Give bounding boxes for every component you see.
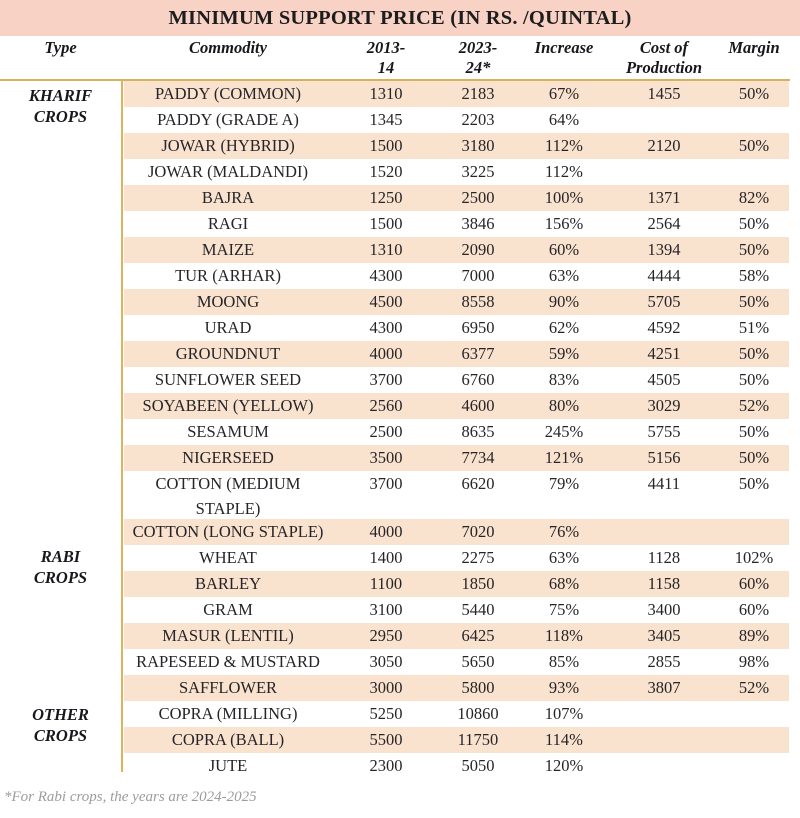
cell-y2023: 6950 [461,318,495,337]
table-row [0,649,800,675]
group-label-other-line1: OTHER [32,705,89,724]
cell-y2013: 2500 [369,422,403,441]
table-row [0,367,800,393]
cell-margin: 50% [738,370,770,389]
cell-commodity: MAIZE [201,240,255,259]
cell-y2023: 6425 [461,626,495,645]
cell-y2023: 2203 [461,110,495,129]
cell-commodity: MASUR (LENTIL) [162,626,294,645]
cell-commodity: JUTE [208,756,248,775]
cell-increase: 79% [548,474,580,493]
cell-increase: 121% [544,448,584,467]
column-header-year-2023-line1: 2023- [458,38,498,57]
cell-increase: 83% [548,370,580,389]
column-header-year-2013-line2: 14 [377,58,395,77]
cell-margin: 102% [734,548,774,567]
cell-increase: 107% [544,704,584,723]
cell-commodity: COTTON (LONG STAPLE) [132,522,324,541]
cell-y2013: 3500 [369,448,403,467]
cell-increase: 64% [548,110,580,129]
cell-commodity: JOWAR (MALDANDI) [148,162,308,181]
column-header-year-2013 [342,38,430,78]
cell-increase: 156% [544,214,584,233]
cell-margin: 89% [738,626,770,645]
cell-commodity: COPRA (MILLING) [158,704,298,723]
cell-commodity: PADDY (GRADE A) [157,110,299,129]
group-label-rabi-line2: CROPS [33,568,88,587]
cell-cost: 3405 [647,626,681,645]
table-row [0,419,800,445]
cell-margin: 50% [738,344,770,363]
cell-cost: 1455 [647,84,681,103]
column-header-cost [608,38,720,78]
cell-cost: 4444 [647,266,681,285]
cell-commodity: COPRA (BALL) [171,730,285,749]
cell-y2013: 4300 [369,266,403,285]
table-row [0,471,800,519]
cell-y2023: 7000 [461,266,495,285]
cell-margin: 60% [738,600,770,619]
cell-y2013: 2950 [369,626,403,645]
cell-commodity: RAGI [207,214,249,233]
cell-margin: 52% [738,396,770,415]
cell-commodity: MOONG [196,292,260,311]
cell-commodity: TUR (ARHAR) [175,266,281,285]
table-row [0,237,800,263]
cell-y2023: 2090 [461,240,495,259]
cell-cost: 5705 [647,292,681,311]
group-label-kharif-line2: CROPS [33,107,88,126]
cell-commodity: SESAMUM [187,422,269,441]
table-row [0,753,800,779]
table-row [0,571,800,597]
cell-cost: 3400 [647,600,681,619]
cell-increase: 118% [545,626,583,645]
cell-y2013: 1310 [369,84,403,103]
cell-y2013: 3700 [369,474,403,493]
cell-commodity: JOWAR (HYBRID) [161,136,295,155]
cell-commodity: SOYABEEN (YELLOW) [142,396,314,415]
cell-commodity: BARLEY [195,574,261,593]
column-header-row [0,36,800,80]
cell-cost: 1128 [647,548,681,567]
cell-commodity: PADDY (COMMON) [155,84,301,103]
cell-cost: 3807 [647,678,681,697]
cell-margin: 50% [738,84,770,103]
column-header-year-2023 [434,38,522,78]
cell-y2023: 1850 [461,574,495,593]
table-row [0,107,800,133]
cell-increase: 59% [548,344,580,363]
cell-y2023: 5650 [461,652,495,671]
cell-margin: 50% [738,292,770,311]
table-row [0,315,800,341]
cell-y2023: 6377 [461,344,495,363]
cell-y2013: 1345 [369,110,403,129]
cell-cost: 2120 [647,136,681,155]
cell-increase: 100% [544,188,584,207]
cell-margin: 50% [738,448,770,467]
table-row [0,623,800,649]
table-row [0,211,800,237]
cell-margin: 50% [738,214,770,233]
cell-commodity: COTTON (MEDIUM STAPLE) [155,474,301,518]
cell-y2013: 3100 [369,600,403,619]
cell-increase: 75% [548,600,580,619]
cell-y2023: 2275 [461,548,495,567]
cell-cost: 3029 [647,396,681,415]
cell-commodity: BAJRA [201,188,255,207]
cell-cost: 2855 [647,652,681,671]
cell-y2013: 1500 [369,214,403,233]
column-header-year-2023-line2: 24* [465,58,491,77]
cell-commodity: NIGERSEED [182,448,274,467]
column-header-year-2013-line1: 2013- [366,38,406,57]
cell-margin: 51% [738,318,770,337]
cell-commodity: URAD [204,318,252,337]
cell-y2023: 6760 [461,370,495,389]
cell-y2013: 1100 [369,574,403,593]
cell-y2023: 2183 [461,84,495,103]
cell-y2023: 3846 [461,214,495,233]
cell-increase: 245% [544,422,584,441]
cell-y2023: 3225 [461,162,495,181]
cell-margin: 50% [738,136,770,155]
cell-y2013: 1520 [369,162,403,181]
cell-cost: 4411 [647,474,681,493]
footnote: *For Rabi crops, the years are 2024-2025 [4,789,257,805]
cell-increase: 67% [548,84,580,103]
cell-y2013: 2560 [369,396,403,415]
cell-commodity: RAPESEED & MUSTARD [136,652,320,671]
cell-margin: 98% [738,652,770,671]
cell-y2023: 2500 [461,188,495,207]
cell-commodity: WHEAT [199,548,257,567]
cell-increase: 114% [545,730,583,749]
cell-increase: 80% [548,396,580,415]
cell-margin: 50% [738,422,770,441]
cell-y2023: 5800 [461,678,495,697]
cell-y2023: 11750 [457,730,499,749]
table-row [0,675,800,701]
column-header-cost-line1: Cost of [639,38,689,57]
cell-y2023: 7020 [461,522,495,541]
cell-margin: 82% [738,188,770,207]
cell-cost: 4505 [647,370,681,389]
cell-cost: 1371 [647,188,681,207]
column-header-cost-line2: Production [625,58,703,77]
table-row [0,393,800,419]
cell-y2013: 1500 [369,136,403,155]
table-row [0,289,800,315]
cell-y2013: 5250 [369,704,403,723]
cell-y2013: 3700 [369,370,403,389]
cell-y2013: 4000 [369,522,403,541]
cell-increase: 112% [545,136,583,155]
table-row [0,445,800,471]
cell-increase: 60% [548,240,580,259]
cell-y2023: 7734 [461,448,495,467]
cell-y2023: 10860 [457,704,499,723]
cell-y2013: 1400 [369,548,403,567]
table-row [0,263,800,289]
cell-y2023: 8558 [461,292,495,311]
cell-cost: 2564 [647,214,681,233]
table-row [0,341,800,367]
cell-y2013: 1310 [369,240,403,259]
table-row [0,159,800,185]
group-label-kharif-line1: KHARIF [28,86,93,105]
cell-cost: 1394 [647,240,681,259]
cell-y2023: 6620 [461,474,495,493]
table-body [0,81,800,779]
cell-increase: 85% [548,652,580,671]
cell-y2013: 4300 [369,318,403,337]
cell-margin: 60% [738,574,770,593]
cell-y2023: 5050 [461,756,495,775]
column-header-increase: Increase [534,38,594,57]
cell-cost: 1158 [647,574,681,593]
cell-margin: 52% [738,678,770,697]
cell-increase: 112% [545,162,583,181]
cell-y2023: 3180 [461,136,495,155]
cell-commodity: GRAM [203,600,253,619]
cell-cost: 4251 [647,344,681,363]
table-row [0,727,800,753]
column-header-commodity: Commodity [189,38,267,57]
table-row [0,133,800,159]
table-row [0,519,800,545]
cell-margin: 50% [738,474,770,493]
title-band [0,0,800,36]
cell-increase: 63% [548,548,580,567]
cell-y2023: 4600 [461,396,495,415]
cell-y2013: 4500 [369,292,403,311]
group-label-rabi-line1: RABI [40,547,81,566]
cell-y2023: 8635 [461,422,495,441]
cell-y2013: 3000 [369,678,403,697]
cell-margin: 58% [738,266,770,285]
cell-increase: 93% [548,678,580,697]
group-label-other-line2: CROPS [33,726,88,745]
table-row [0,701,800,727]
cell-commodity: GROUNDNUT [175,344,281,363]
cell-y2013: 3050 [369,652,403,671]
cell-increase: 62% [548,318,580,337]
cell-y2013: 2300 [369,756,403,775]
cell-cost: 5755 [647,422,681,441]
cell-increase: 68% [548,574,580,593]
cell-increase: 63% [548,266,580,285]
cell-margin: 50% [738,240,770,259]
cell-commodity: SUNFLOWER SEED [154,370,302,389]
cell-increase: 76% [548,522,580,541]
table-row [0,545,800,571]
table-row [0,597,800,623]
cell-cost: 4592 [647,318,681,337]
cell-increase: 90% [548,292,580,311]
column-header-type: Type [44,38,77,57]
page-title: MINIMUM SUPPORT PRICE (IN RS. /QUINTAL) [168,6,632,29]
cell-y2013: 1250 [369,188,403,207]
cell-y2013: 4000 [369,344,403,363]
column-header-margin: Margin [728,38,780,57]
cell-y2023: 5440 [461,600,495,619]
table-row [0,185,800,211]
cell-y2013: 5500 [369,730,403,749]
table-row [0,81,800,107]
cell-cost: 5156 [647,448,681,467]
cell-increase: 120% [544,756,584,775]
cell-commodity: SAFFLOWER [178,678,278,697]
